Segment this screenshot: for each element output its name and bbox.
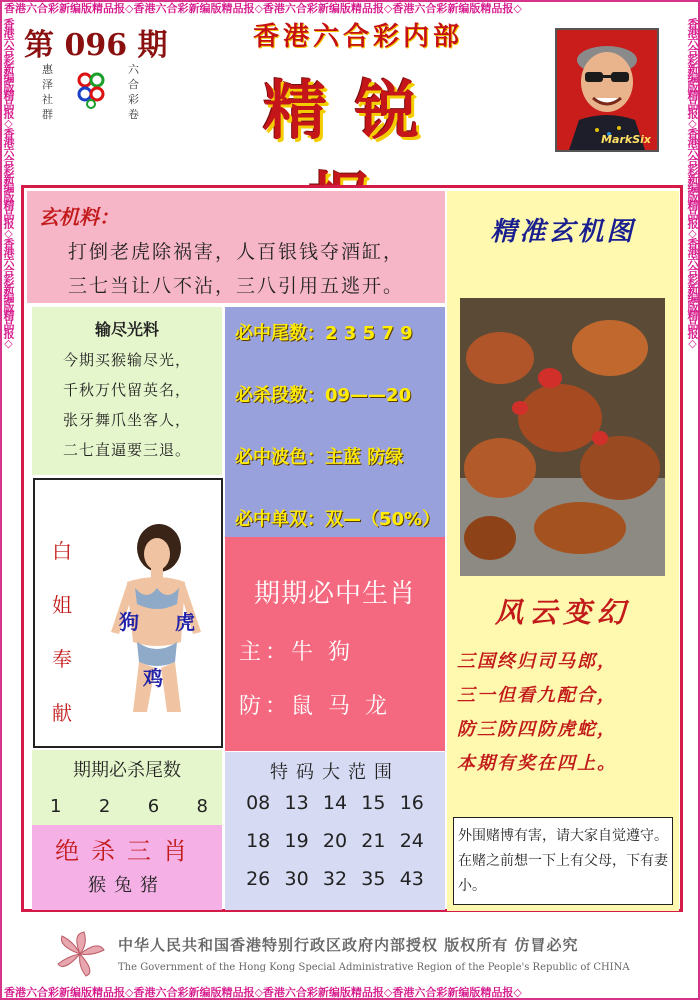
- poem-line-1: 三国终归司马郎，: [457, 651, 617, 672]
- footer-chinese-text: 中华人民共和国香港特别行政区政府内部授权 版权所有 仿冒必究: [118, 936, 579, 954]
- kill-zodiac-heading: 绝杀三肖: [55, 837, 199, 865]
- range-number: 20: [322, 830, 348, 852]
- range-number: 15: [361, 792, 386, 814]
- tip-line-2: 三七当让八不沾，三八引用五逃开。: [67, 275, 404, 297]
- gift-panel: [33, 478, 223, 748]
- right-panel-heading: 精准玄机图: [490, 217, 636, 247]
- range-number: 21: [361, 830, 386, 852]
- range-number: 30: [284, 868, 309, 890]
- kill-zodiac-animals: 猴兔猪: [88, 875, 166, 896]
- club-name-right: 六合彩卷: [128, 63, 139, 121]
- club-logo-icon: [74, 70, 108, 110]
- range-number: 35: [361, 868, 386, 890]
- range-number-grid: [239, 792, 431, 890]
- range-number: 14: [322, 792, 348, 814]
- bauhinia-emblem-icon: [52, 928, 108, 980]
- gift-animal-dog: 狗: [119, 610, 139, 634]
- poem-line-4: 本期有奖在四上。: [457, 753, 617, 774]
- picks-panel: [225, 307, 445, 537]
- kill-tail-numbers: [50, 796, 208, 817]
- gift-animal-tiger: 虎: [175, 610, 195, 634]
- range-number: 26: [246, 868, 271, 890]
- lose-line-3: 张牙舞爪坐客人，: [62, 411, 191, 429]
- kill-tail-number: 1: [50, 796, 62, 817]
- lose-line-1: 今期买猴输尽光，: [62, 351, 191, 369]
- page-subtitle: 香港六合彩内部: [252, 22, 463, 52]
- club-name-left: 惠泽社群: [42, 63, 53, 121]
- tip-panel: [27, 191, 445, 303]
- kill-tail-number: 6: [147, 796, 160, 817]
- pick-odd-even: 必中单双：双—（50%）: [235, 509, 441, 530]
- footer-bar: [18, 920, 682, 986]
- range-number: 13: [284, 792, 309, 814]
- top-border-strip: 香港六合彩新编版精品报◇香港六合彩新编版精品报◇香港六合彩新编版精品报◇香港六合彩新编版精品报◇: [4, 2, 522, 15]
- zodiac-heading: 期期必中生肖: [253, 579, 416, 609]
- pick-wave-color: 必中波色：主蓝 防绿: [235, 447, 404, 468]
- lose-heading: 输尽光料: [94, 320, 159, 339]
- club-block: [42, 62, 152, 122]
- footer-english-text: The Government of the Hong Kong Special Administrative Region of the People's Republic of CHINA: [118, 962, 630, 973]
- page-title: 精锐: [263, 74, 447, 149]
- range-number: 43: [399, 868, 424, 890]
- bottom-border-strip: 香港六合彩新编版精品报◇香港六合彩新编版精品报◇香港六合彩新编版精品报◇香港六合彩新编版精品报◇: [4, 986, 522, 999]
- kill-tail-number: 2: [98, 796, 111, 817]
- kill-zodiac-panel: [32, 825, 222, 910]
- range-heading: 特码大范围: [270, 762, 400, 783]
- range-number: 24: [399, 830, 424, 852]
- poem-line-2: 三一但看九配合，: [457, 685, 617, 706]
- range-number: 19: [284, 830, 309, 852]
- rooster-image-icon: [460, 298, 665, 576]
- tip-heading: 玄机料：: [39, 205, 119, 229]
- left-border-strip: 香港六合彩新编版精品报◇香港六合彩新编版精品报◇香港六合彩新编版精品报◇: [2, 18, 15, 348]
- range-number: 16: [399, 792, 424, 814]
- zodiac-guard: 防：鼠 马 龙: [239, 694, 391, 719]
- issue-number: 第 096 期: [24, 28, 168, 63]
- kill-tail-panel: [32, 750, 222, 825]
- zodiac-panel: [225, 537, 445, 751]
- roosters-photo: [460, 298, 665, 576]
- lose-line-4: 二七直逼要三退。: [62, 441, 191, 459]
- range-panel: [225, 752, 445, 910]
- zodiac-main: 主：牛 狗: [239, 640, 354, 665]
- poem-line-3: 防三防四防虎蛇，: [457, 719, 617, 740]
- range-number: 32: [322, 868, 348, 890]
- range-number: 18: [246, 830, 271, 852]
- right-panel-subheading: 风云变幻: [494, 596, 631, 629]
- gift-animal-rooster: 鸡: [143, 666, 163, 690]
- right-panel: [447, 191, 679, 911]
- right-border-strip: 香港六合彩新编版精品报◇香港六合彩新编版精品报◇香港六合彩新编版精品报◇: [686, 18, 699, 348]
- man-portrait-icon: [557, 30, 657, 150]
- lose-line-2: 千秋万代留英名，: [62, 381, 191, 399]
- marksix-logo: MarkSix: [601, 133, 651, 146]
- kill-tail-number: 8: [196, 796, 208, 817]
- gift-vertical-text: 白姐奉献: [52, 539, 72, 725]
- lose-panel: [32, 307, 222, 475]
- gambling-warning-note: 外围赌博有害，请大家自觉遵守。在赌之前想一下上有父母，下有妻小。: [453, 817, 673, 905]
- pick-tail-numbers: 必中尾数：2 3 5 7 9: [235, 323, 413, 344]
- pick-kill-segment: 必杀段数：09——20: [235, 385, 412, 406]
- host-portrait: [555, 28, 659, 152]
- range-number: 08: [246, 792, 271, 814]
- kill-tail-heading: 期期必杀尾数: [73, 760, 181, 781]
- tip-line-1: 打倒老虎除祸害，人百银钱夺酒缸，: [67, 241, 404, 263]
